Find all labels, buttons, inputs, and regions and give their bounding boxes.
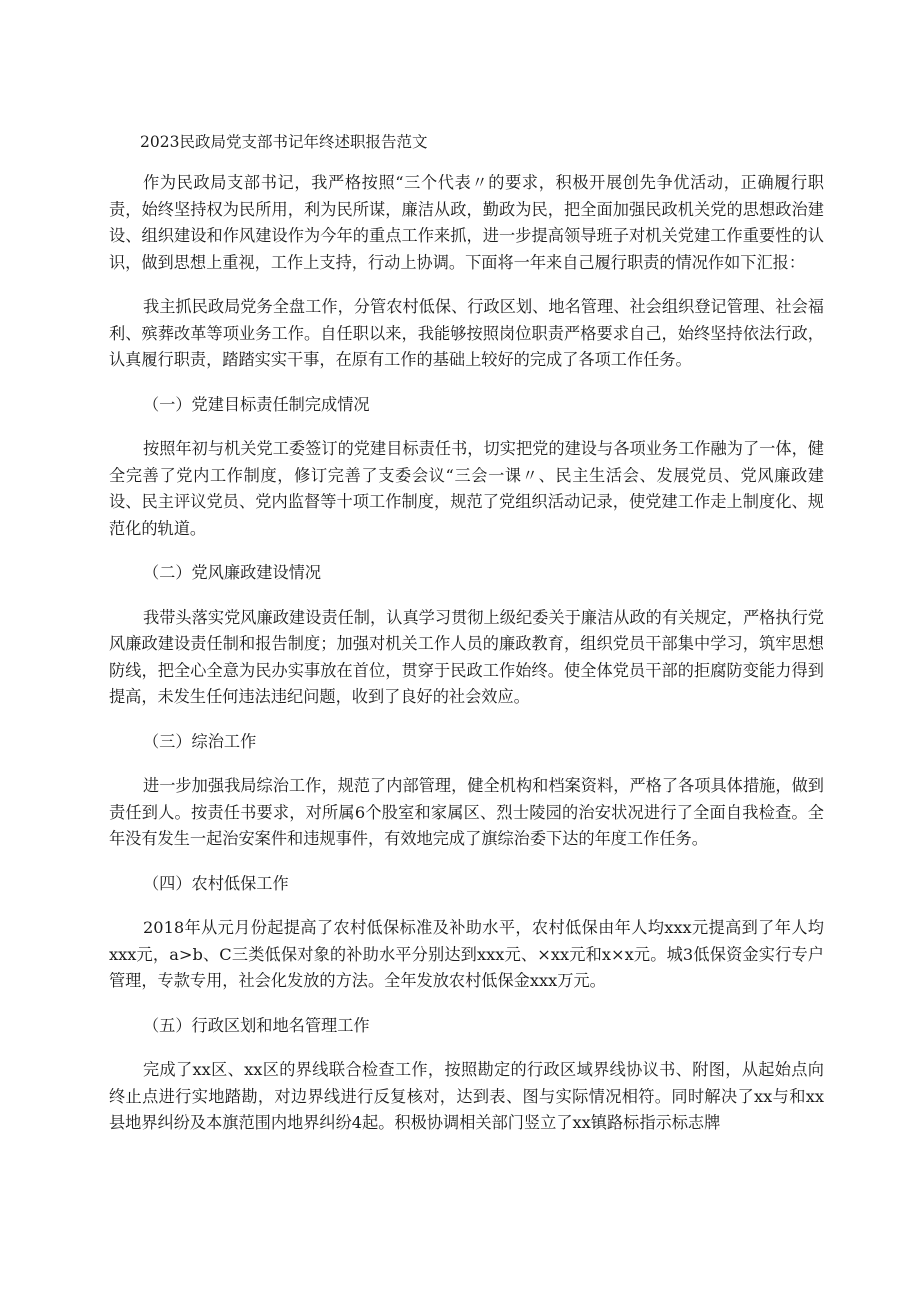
section-body-4: 2018年从元月份起提高了农村低保标准及补助水平，农村低保由年人均xxx元提高到了年人均xxx元，a>b、C三类低保对象的补助水平分别达到xxx元、×xx元和x×x元。城3低保资金实行专户管理，专款专用，社会化发放的方法。全年发放农村低保金xxx万元。 [109,918,824,990]
section-heading-1: （一）党建目标责任制完成情况 [143,394,370,414]
section-body-1: 按照年初与机关党工委签订的党建目标责任书，切实把党的建设与各项业务工作融为了一体，健全完善了党内工作制度，修订完善了支委会议“三会一课〃、民主生活会、发展党员、党风廉政建设、民主评议党员、党内监督等十项工作制度，规范了党组织活动记录，使党建工作走上制度化、规范化的轨道。 [109,439,824,538]
document-title: 2023民政局党支部书记年终述职报告范文 [140,133,428,151]
section-heading-4: （四）农村低保工作 [143,873,289,893]
section-heading-2: （二）党风廉政建设情况 [143,563,322,582]
intro-paragraph: 作为民政局支部书记，我严格按照“三个代表〃的要求，积极开展创先争优活动，正确履行职责，始终坚持权为民所用，利为民所谋，廉洁从政，勤政为民，把全面加强民政机关党的思想政治建设、组织建设和作风建设作为今年的重点工作来抓，进一步提高领导班子对机关党建工作重要性的认识，做到思想上重视，工作上支持，行动上协调。下面将一年来自己履行职责的情况作如下汇报： [109,173,824,272]
section-body-2: 我带头落实党风廉政建设责任制，认真学习贯彻上级纪委关于廉洁从政的有关规定，严格执行党风廉政建设责任制和报告制度；加强对机关工作人员的廉政教育，组织党员干部集中学习，筑牢思想防线，把全心全意为民办实事放在首位，贯穿于民政工作始终。使全体党员干部的拒腐防变能力得到提高，未发生任何违法违纪问题，收到了良好的社会效应。 [109,607,824,706]
section-heading-3: （三）综治工作 [143,731,257,751]
section-body-5: 完成了xx区、xx区的界线联合检查工作，按照勘定的行政区域界线协议书、附图，从起始点向终止点进行实地踏勘，对边界线进行反复核对，达到表、图与实际情况相符。同时解决了xx与和xx县地界纠纷及本旗范围内地界纠纷4起。积极协调相关部门竖立了xx镇路标指示标志牌 [109,1060,824,1132]
overview-paragraph: 我主抓民政局党务全盘工作，分管农村低保、行政区划、地名管理、社会组织登记管理、社会福利、殡葬改革等项业务工作。自任职以来，我能够按照岗位职责严格要求自己，始终坚持依法行政，认真履行职责，踏踏实实干事，在原有工作的基础上较好的完成了各项工作任务。 [109,297,824,369]
document-page [109,130,824,1155]
section-body-3: 进一步加强我局综治工作，规范了内部管理，健全机构和档案资料，严格了各项具体措施，做到责任到人。按责任书要求，对所属6个股室和家属区、烈士陵园的治安状况进行了全面自我检查。全年没有发生一起治安案件和违规事件，有效地完成了旗综治委下达的年度工作任务。 [109,776,824,848]
section-heading-5: （五）行政区划和地名管理工作 [143,1015,370,1035]
